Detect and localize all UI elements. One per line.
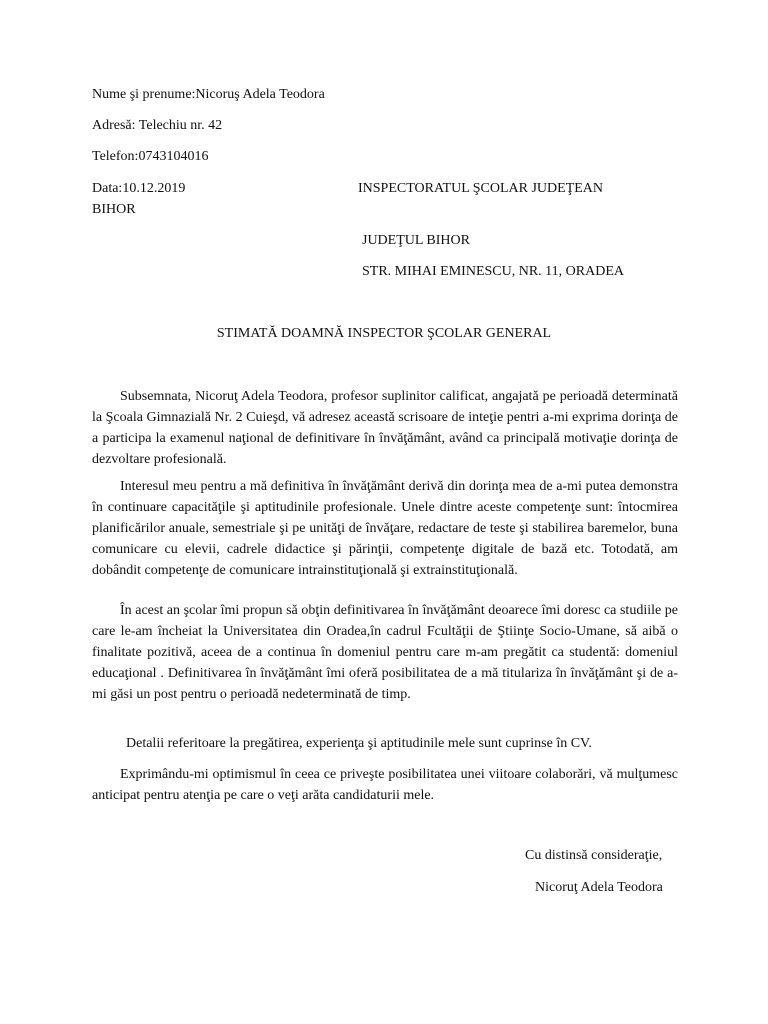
recipient-institution: INSPECTORATUL ŞCOLAR JUDEŢEAN: [358, 181, 604, 196]
closing-formula: Cu distinsă consideraţie,: [525, 848, 663, 863]
letter-date: Data:10.12.2019: [92, 181, 186, 196]
sender-name-line: Nume şi prenume:Nicoruş Adela Teodora: [92, 87, 325, 102]
sender-address-line: Adresă: Telechiu nr. 42: [92, 118, 223, 133]
recipient-county: JUDEŢUL BIHOR: [362, 233, 470, 248]
paragraph-cv-details: Detalii referitoare la pregătirea, experienţa şi aptitudinile mele sunt cuprinse în CV.: [126, 736, 592, 751]
paragraph-intro: Subsemnata, Nicoruţ Adela Teodora, profesor suplinitor calificat, angajată pe perioadă determinată la Şcoala Gimnazială Nr. 2 Cuieşd, vă adresez această scrisoare de inteţie pentri a-mi exprima dorinţa de a participa la examenul naţional de definitivare în învăţământ, având ca principală motivaţie dorinţa de dezvoltare profesională.: [92, 389, 678, 467]
recipient-institution-wrap: BIHOR: [92, 202, 136, 217]
paragraph-motivation: În acest an şcolar îmi propun să obţin definitivarea în învăţământ deoarece îmi doresc ca studiile pe care le-am încheiat la Universitatea din Oradea,în cadrul Fcultăţii de Ştiinţe Socio-Umane, să aibă o finalitate pozitivă, aceea de a continua în domeniul pentru care m-am pregătit ca studentă: domeniul educaţional . Definitivarea în învăţământ îmi oferă posibilitatea de a mă titulariza în învăţământ şi de a-mi găsi un post pentru o perioadă nedeterminată de timp.: [92, 603, 678, 702]
signature-name: Nicoruţ Adela Teodora: [535, 880, 663, 895]
paragraph-closing: Exprimându-mi optimismul în ceea ce priveşte posibilitatea unei viitoare colaborări, vă mulţumesc anticipat pentru atenţia pe care o veţi arăta candidaturii mele.: [92, 767, 678, 803]
sender-phone-line: Telefon:0743104016: [92, 149, 209, 164]
salutation: STIMATĂ DOAMNĂ INSPECTOR ŞCOLAR GENERAL: [216, 326, 552, 341]
paragraph-competences: Interesul meu pentru a mă definitiva în învăţământ derivă din dorinţa mea de a-mi putea demonstra în continuare capacităţile şi aptitudinile profesionale. Unele dintre aceste competenţe sunt: întocmirea planificărilor anuale, semestriale şi pe unităţi de învăţare, redactare de teste şi stabilirea baremelor, buna comunicare cu elevii, cadrele didactice şi părinţii, competenţe digitale de bază etc. Totodată, am dobândit competenţe de comunicare intrainstituţională şi extrainstituţională.: [92, 479, 678, 578]
recipient-street: STR. MIHAI EMINESCU, NR. 11, ORADEA: [362, 264, 624, 279]
